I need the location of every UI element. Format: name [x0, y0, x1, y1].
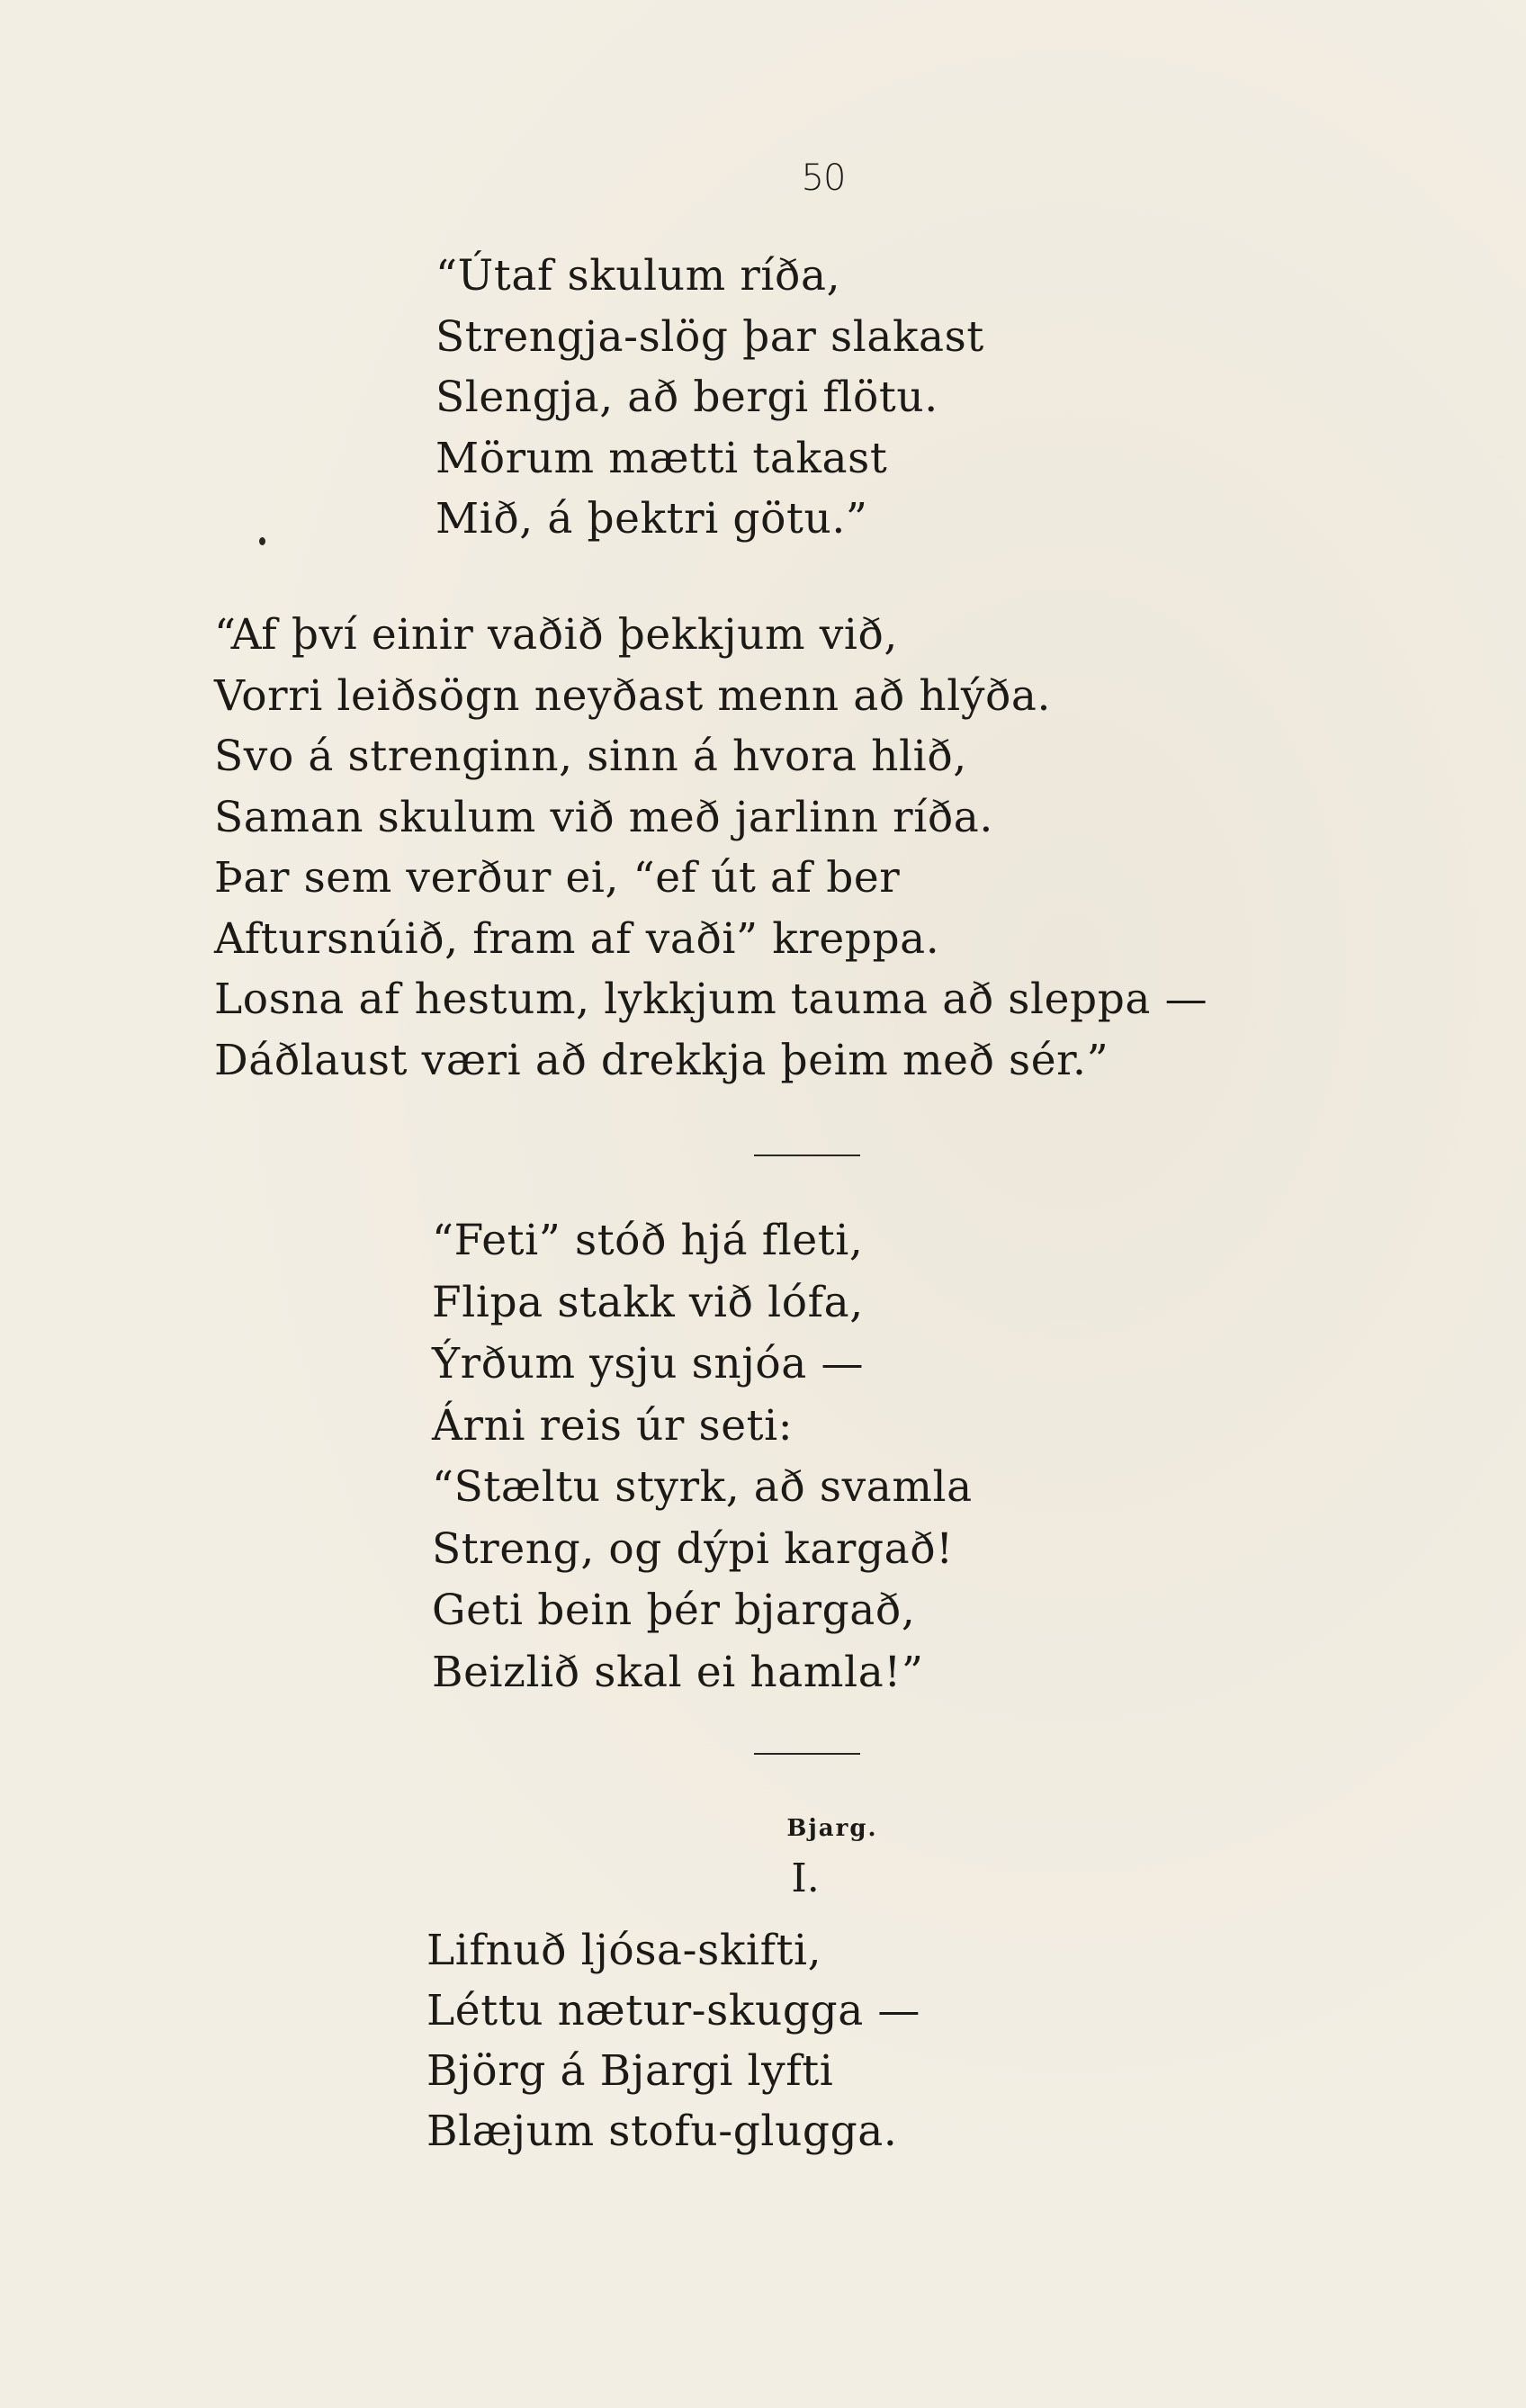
- verse-line: Flipa stakk við lófa,: [432, 1277, 864, 1327]
- verse-line: Streng, og dýpi kargað!: [432, 1523, 954, 1574]
- section-divider: [754, 1155, 860, 1156]
- section-heading: Bjarg.: [786, 1815, 878, 1842]
- verse-line: Strengja-slög þar slakast: [435, 311, 984, 362]
- verse-line: “Feti” stóð hjá fleti,: [432, 1216, 864, 1265]
- verse-line: Lifnuð ljósa-skifti,: [426, 1926, 822, 1975]
- stanza-1: [435, 246, 984, 550]
- verse-line: Saman skulum við með jarlinn ríða.: [214, 792, 993, 842]
- verse-line: Léttu nætur-skugga —: [426, 1986, 920, 2035]
- stanza-3: [432, 1210, 973, 1703]
- verse-line: Björg á Bjargi lyfti: [426, 2046, 834, 2096]
- verse-line: Mið, á þektri götu.”: [435, 494, 868, 544]
- ink-speck: [259, 537, 265, 545]
- verse-line: Beizlið skal ei hamla!”: [432, 1647, 924, 1697]
- verse-line: “Stæltu styrk, að svamla: [432, 1462, 973, 1512]
- verse-line: Blæjum stofu-glugga.: [426, 2107, 898, 2156]
- verse-line: Þar sem verður ei, “ef út af ber: [214, 853, 901, 903]
- section-numeral: I.: [791, 1855, 820, 1901]
- verse-line: “Útaf skulum ríða,: [435, 251, 841, 301]
- stanza-2: [214, 605, 1207, 1091]
- stanza-4: [426, 1920, 920, 2161]
- verse-line: Mörum mætti takast: [435, 433, 888, 483]
- verse-line: Ýrðum ysju snjóa —: [432, 1339, 865, 1388]
- verse-line: “Af því einir vaðið þekkjum við,: [214, 610, 898, 660]
- verse-line: Slengja, að bergi flötu.: [435, 373, 938, 422]
- verse-line: Dáðlaust væri að drekkja þeim með sér.”: [214, 1035, 1109, 1085]
- verse-line: Aftursnúið, fram af vaði” kreppa.: [214, 913, 940, 964]
- section-divider: [754, 1753, 860, 1755]
- verse-line: Losna af hestum, lykkjum tauma að sleppa —: [214, 975, 1208, 1024]
- verse-line: Svo á strenginn, sinn á hvora hlið,: [214, 732, 967, 781]
- verse-line: Árni reis úr seti:: [432, 1400, 794, 1451]
- verse-line: Geti bein þér bjargað,: [432, 1586, 916, 1635]
- page-number: 50: [801, 157, 846, 199]
- verse-line: Vorri leiðsögn neyðast menn að hlýða.: [214, 670, 1052, 721]
